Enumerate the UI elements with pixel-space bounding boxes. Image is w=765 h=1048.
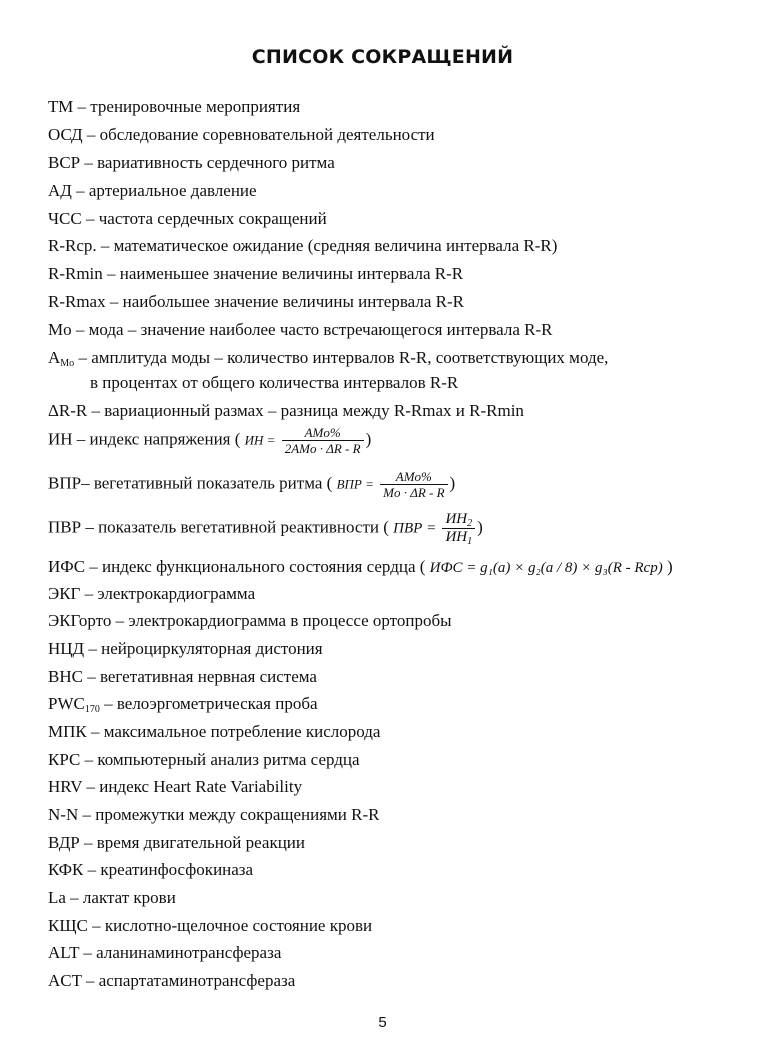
list-item: АД – артериальное давление: [48, 181, 257, 200]
page-title: СПИСОК СОКРАЩЕНИЙ: [251, 46, 514, 68]
vpr-fraction: [380, 469, 447, 500]
list-item: ЭКГорто – электрокардиограмма в процессе ортопробы: [48, 611, 452, 630]
list-item-pvr: [48, 511, 483, 546]
ifs-close: ): [666, 557, 673, 576]
list-item: КРС – компьютерный анализ ритма сердца: [48, 750, 360, 769]
list-item: ACT – аспартатаминотрансфераза: [48, 971, 296, 990]
in-close: ): [365, 429, 372, 449]
list-item: ALT – аланинаминотрансфераза: [48, 943, 282, 962]
ifs-text: ИФС – индекс функционального состояния сердца (: [48, 557, 426, 576]
page-number: 5: [378, 1014, 387, 1031]
vpr-close: ): [449, 473, 456, 493]
list-item: ВСР – вариативность сердечного ритма: [48, 153, 335, 172]
list-item: La – лактат крови: [48, 888, 176, 907]
list-item: КФК – креатинфосфокиназа: [48, 860, 254, 879]
list-item-vpr: [48, 469, 455, 500]
pvr-denominator-sub: 1: [467, 536, 473, 547]
list-item-in: [48, 425, 371, 456]
pvr-close: ): [477, 517, 483, 537]
list-item: R-Rmin – наименьшее значение величины интервала R-R: [48, 264, 464, 283]
vpr-numerator: AMo%: [395, 469, 432, 484]
in-lhs: ИН =: [244, 432, 276, 448]
list-item: N-N – промежутки между сокращениями R-R: [48, 805, 380, 824]
list-item: ВДР – время двигательной реакции: [48, 833, 306, 852]
list-item: КЩС – кислотно-щелочное состояние крови: [48, 916, 373, 935]
list-item: МПК – максимальное потребление кислорода: [48, 722, 381, 741]
pvr-numerator-sub: 2: [467, 518, 473, 529]
list-item: Mo – мода – значение наиболее часто встречающегося интервала R-R: [48, 320, 553, 339]
list-item: ОСД – обследование соревновательной деятельности: [48, 125, 435, 144]
pvr-fraction: [442, 511, 475, 546]
amo-sub: Mo: [60, 358, 75, 369]
amo-text: – амплитуда моды – количество интервалов R-R, соответствующих моде,: [74, 348, 609, 367]
list-item: ВНС – вегетативная нервная система: [48, 667, 317, 686]
list-item-amo: [48, 348, 608, 368]
list-item: ЧСС – частота сердечных сокращений: [48, 209, 327, 228]
vpr-lhs: ВПР =: [336, 476, 374, 492]
vpr-text: ВПР– вегетативный показатель ритма (: [48, 473, 333, 493]
list-item: ТМ – тренировочные мероприятия: [48, 97, 301, 116]
list-item-ifs: [48, 557, 673, 578]
in-denominator: 2AMo · ΔR - R: [282, 440, 364, 456]
pvr-text: ПВР – показатель вегетативной реактивности (: [48, 517, 389, 537]
list-item: ΔR-R – вариационный размах – разница между R-Rmax и R-Rmin: [48, 401, 524, 420]
amo-abbr: A: [48, 348, 61, 367]
in-numerator: AMo%: [304, 425, 341, 440]
in-fraction: [282, 425, 364, 456]
pvr-denominator: ИН: [445, 529, 468, 545]
list-item-pwc: [48, 694, 318, 714]
pwc-sub: 170: [84, 704, 100, 715]
pvr-numerator: ИН: [445, 511, 468, 527]
list-item: ЭКГ – электрокардиограмма: [48, 584, 256, 603]
pvr-lhs: ПВР =: [393, 520, 437, 537]
ifs-formula: ИФС = g₁(a) × g₂(a / 8) × g₃(R - Rср): [429, 560, 663, 576]
vpr-denominator: Mo · ΔR - R: [380, 484, 447, 500]
list-item-amo-continuation: в процентах от общего количества интервалов R-R: [90, 373, 459, 392]
pwc-text: – велоэргометрическая проба: [99, 694, 318, 713]
pwc-abbr: PWC: [48, 694, 85, 713]
list-item: НЦД – нейроциркуляторная дистония: [48, 639, 323, 658]
list-item: R-Rmax – наибольшее значение величины интервала R-R: [48, 292, 464, 311]
list-item: HRV – индекс Heart Rate Variability: [48, 777, 303, 796]
in-text: ИН – индекс напряжения (: [48, 429, 241, 449]
list-item: R-Rср. – математическое ожидание (средняя величина интервала R-R): [48, 236, 558, 255]
